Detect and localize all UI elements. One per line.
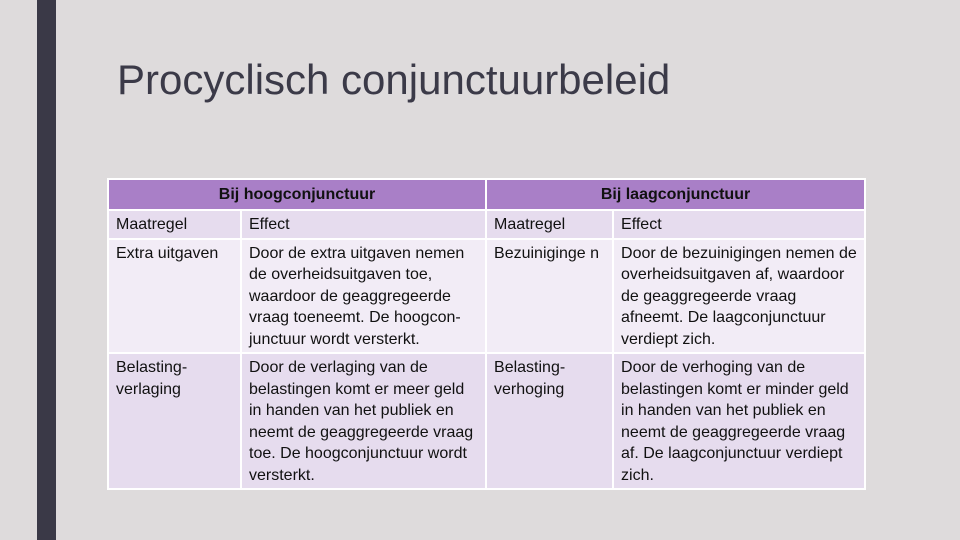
cell-laag-maatregel: Bezuiniginge n	[486, 239, 613, 354]
cell-hoog-effect: Door de extra uitgaven nemen de overheidsuitgaven toe, waardoor de geaggregeerde vraag toeneemt. De hoogcon-junctuur wordt versterkt.	[241, 239, 486, 354]
cell-hoog-effect: Door de verlaging van de belastingen komt er meer geld in handen van het publiek en neemt de geaggregeerde vraag toe. De hoogconjunctuur wordt versterkt.	[241, 353, 486, 489]
policy-table	[107, 178, 866, 490]
cell-laag-effect: Door de verhoging van de belastingen komt er minder geld in handen van het publiek en neemt de geaggregeerde vraag af. De laagconjunctuur verdiept zich.	[613, 353, 865, 489]
cell-hoog-maatregel: Extra uitgaven	[108, 239, 241, 354]
cell-hoog-maatregel: Belasting-verlaging	[108, 353, 241, 489]
left-accent-bar	[37, 0, 56, 540]
cell-laag-maatregel: Belasting-verhoging	[486, 353, 613, 489]
group-header-hoog: Bij hoogconjunctuur	[108, 179, 486, 210]
column-header-row	[108, 210, 865, 239]
column-header-laag-maatregel: Maatregel	[486, 210, 613, 239]
column-header-hoog-effect: Effect	[241, 210, 486, 239]
slide-title: Procyclisch conjunctuurbeleid	[117, 56, 671, 103]
group-header-laag: Bij laagconjunctuur	[486, 179, 865, 210]
column-header-hoog-maatregel: Maatregel	[108, 210, 241, 239]
table-row	[108, 239, 865, 354]
cell-laag-effect: Door de bezuinigingen nemen de overheidsuitgaven af, waardoor de geaggregeerde vraag afneemt. De laagconjunctuur verdiept zich.	[613, 239, 865, 354]
group-header-row	[108, 179, 865, 210]
table-row	[108, 353, 865, 489]
column-header-laag-effect: Effect	[613, 210, 865, 239]
